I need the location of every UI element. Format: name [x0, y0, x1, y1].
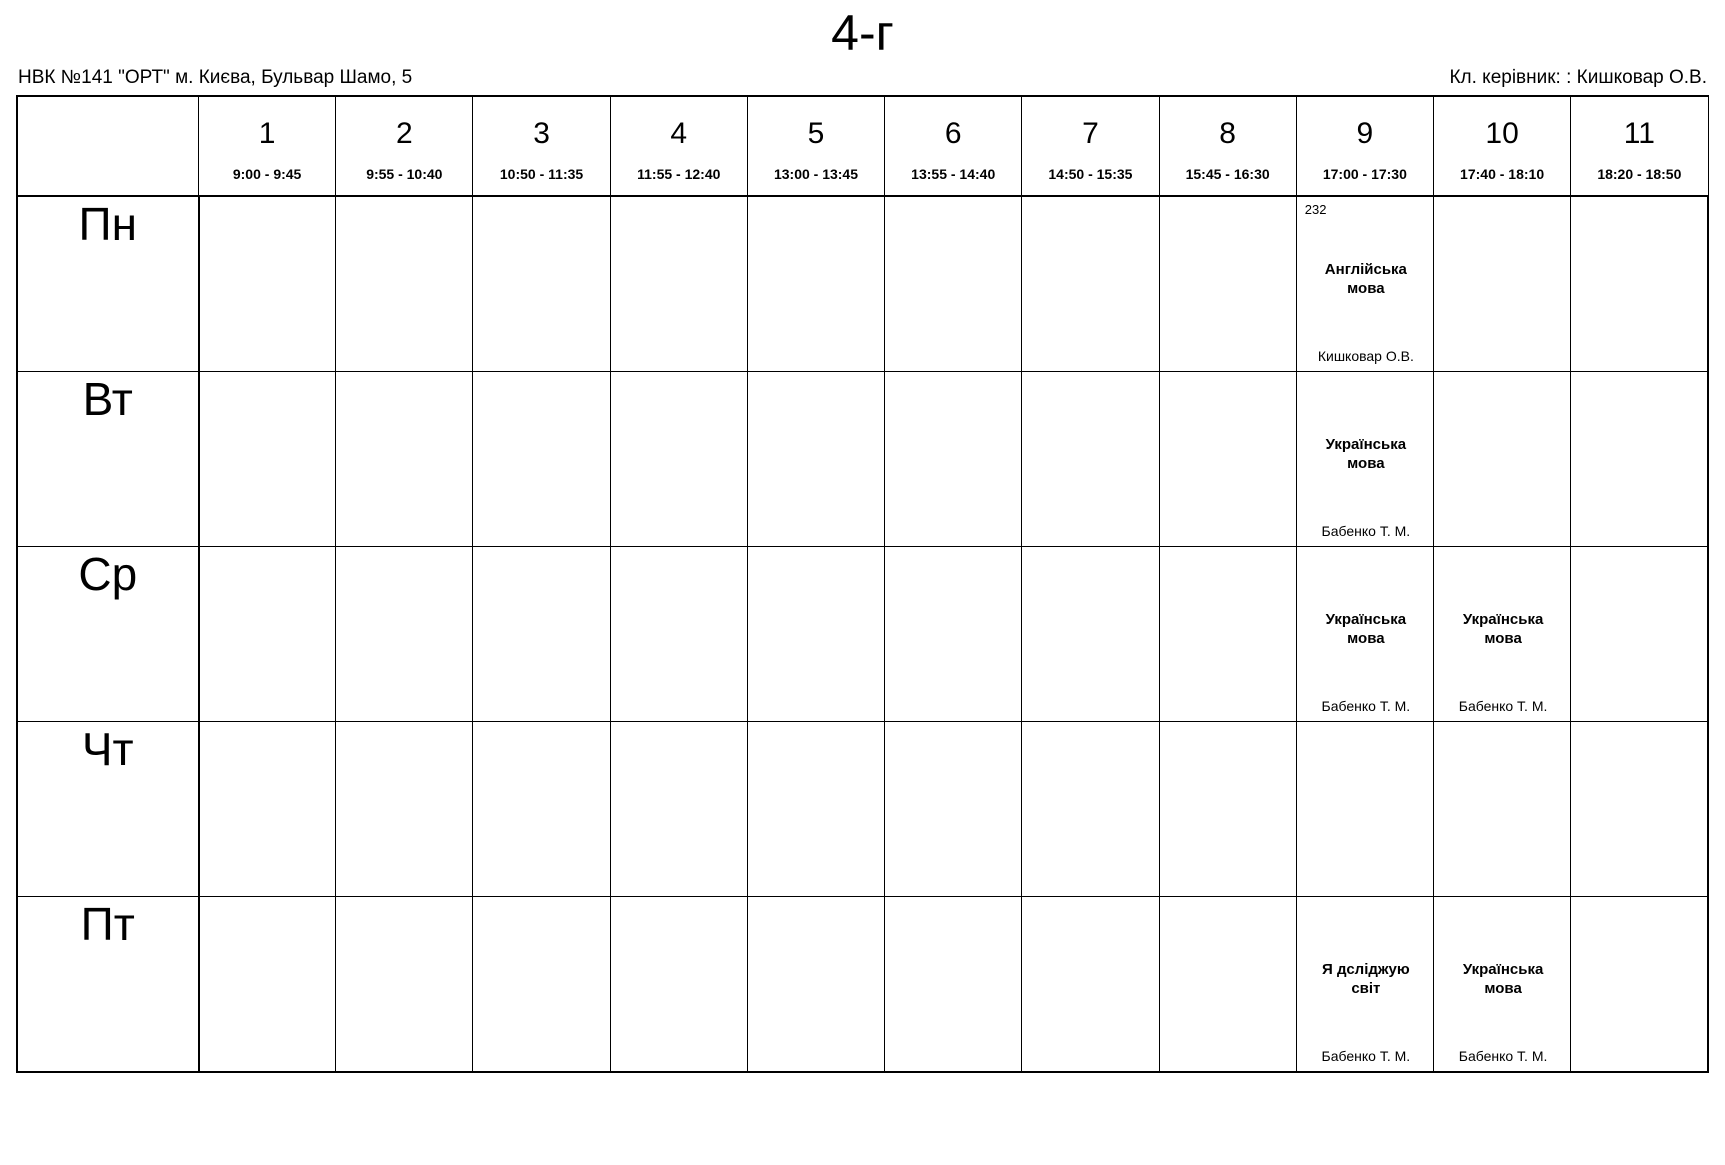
cell-fri-4[interactable] — [610, 897, 747, 1073]
lesson-number: 2 — [395, 117, 413, 150]
cell-tue-6[interactable] — [885, 372, 1022, 547]
cell-thu-2[interactable] — [336, 722, 473, 897]
cell-mon-11[interactable] — [1571, 196, 1708, 372]
cell-mon-4[interactable] — [610, 196, 747, 372]
lesson-time: 9:55 - 10:40 — [366, 166, 443, 182]
cell-fri-3[interactable] — [473, 897, 610, 1073]
day-label-mon: Пн — [17, 196, 199, 372]
cell-thu-11[interactable] — [1571, 722, 1708, 897]
day-label-wed: Ср — [17, 547, 199, 722]
class-teacher: Кл. керівник: : Кишковар О.В. — [1449, 67, 1707, 88]
table-row — [17, 196, 1708, 372]
cell-fri-1[interactable] — [199, 897, 336, 1073]
table-row — [17, 897, 1708, 1073]
lesson-time: 18:20 - 18:50 — [1597, 166, 1682, 182]
cell-mon-7[interactable] — [1022, 196, 1159, 372]
lesson-number: 8 — [1219, 117, 1236, 150]
cell-tue-2[interactable] — [336, 372, 473, 547]
teacher-name: Бабенко Т. М. — [1321, 1048, 1411, 1064]
cell-wed-9[interactable] — [1296, 547, 1433, 722]
cell-fri-8[interactable] — [1159, 897, 1296, 1073]
subject-name: Українська мова — [1462, 611, 1544, 647]
teacher-name: Бабенко Т. М. — [1321, 698, 1411, 714]
lesson-number: 1 — [258, 117, 276, 150]
day-label-thu: Чт — [17, 722, 199, 897]
cell-mon-2[interactable] — [336, 196, 473, 372]
page-title: 4-г — [831, 5, 894, 61]
cell-thu-5[interactable] — [747, 722, 884, 897]
cell-wed-1[interactable] — [199, 547, 336, 722]
lesson-number: 6 — [944, 117, 962, 150]
column-header-7 — [1022, 96, 1159, 196]
cell-thu-6[interactable] — [885, 722, 1022, 897]
cell-wed-11[interactable] — [1571, 547, 1708, 722]
lesson-number: 11 — [1623, 117, 1655, 150]
cell-tue-5[interactable] — [747, 372, 884, 547]
cell-thu-4[interactable] — [610, 722, 747, 897]
lesson-time: 17:40 - 18:10 — [1460, 166, 1545, 182]
column-header-11 — [1571, 96, 1708, 196]
cell-mon-6[interactable] — [885, 196, 1022, 372]
cell-mon-3[interactable] — [473, 196, 610, 372]
cell-wed-7[interactable] — [1022, 547, 1159, 722]
cell-tue-10[interactable] — [1433, 372, 1570, 547]
lesson-number: 10 — [1485, 117, 1519, 150]
column-header-2 — [336, 96, 473, 196]
lesson-number: 7 — [1082, 117, 1099, 150]
subject-name: Я дсліджую світ — [1322, 961, 1410, 997]
cell-wed-8[interactable] — [1159, 547, 1296, 722]
cell-tue-8[interactable] — [1159, 372, 1296, 547]
lesson-time: 15:45 - 16:30 — [1185, 166, 1270, 182]
cell-fri-10[interactable] — [1433, 897, 1570, 1073]
cell-fri-5[interactable] — [747, 897, 884, 1073]
day-label-fri: Пт — [17, 897, 199, 1073]
cell-wed-6[interactable] — [885, 547, 1022, 722]
cell-thu-1[interactable] — [199, 722, 336, 897]
teacher-name: Бабенко Т. М. — [1458, 1048, 1548, 1064]
column-header-3 — [473, 96, 610, 196]
room-number: 232 — [1304, 202, 1327, 217]
subject-name: Українська мова — [1325, 436, 1407, 472]
cell-wed-3[interactable] — [473, 547, 610, 722]
column-header-6 — [885, 96, 1022, 196]
cell-fri-2[interactable] — [336, 897, 473, 1073]
cell-tue-7[interactable] — [1022, 372, 1159, 547]
lesson-time: 11:55 - 12:40 — [637, 166, 721, 182]
cell-fri-11[interactable] — [1571, 897, 1708, 1073]
cell-mon-8[interactable] — [1159, 196, 1296, 372]
subject-name: Англійська мова — [1324, 261, 1407, 297]
column-header-1 — [199, 96, 336, 196]
cell-fri-6[interactable] — [885, 897, 1022, 1073]
header-row — [17, 96, 1708, 196]
teacher-name: Бабенко Т. М. — [1321, 523, 1411, 539]
lesson-time: 13:55 - 14:40 — [911, 166, 996, 182]
table-row — [17, 372, 1708, 547]
cell-thu-7[interactable] — [1022, 722, 1159, 897]
cell-tue-4[interactable] — [610, 372, 747, 547]
cell-mon-1[interactable] — [199, 196, 336, 372]
corner-cell — [17, 96, 199, 196]
cell-fri-7[interactable] — [1022, 897, 1159, 1073]
lesson-time: 14:50 - 15:35 — [1048, 166, 1133, 182]
lesson-time: 9:00 - 9:45 — [232, 166, 302, 182]
lesson-time: 17:00 - 17:30 — [1322, 166, 1407, 182]
lesson-number: 5 — [807, 117, 825, 150]
cell-mon-5[interactable] — [747, 196, 884, 372]
timetable-body — [17, 196, 1708, 1072]
lesson-number: 9 — [1356, 117, 1374, 150]
column-header-10 — [1433, 96, 1570, 196]
cell-thu-9[interactable] — [1296, 722, 1433, 897]
cell-tue-3[interactable] — [473, 372, 610, 547]
timetable-page — [0, 6, 1725, 1165]
cell-tue-11[interactable] — [1571, 372, 1708, 547]
school-name: НВК №141 "ОРТ" м. Києва, Бульвар Шамо, 5 — [18, 67, 413, 88]
cell-mon-9[interactable] — [1296, 196, 1433, 372]
cell-tue-9[interactable] — [1296, 372, 1433, 547]
lesson-number: 4 — [670, 117, 688, 150]
timetable-head — [17, 96, 1708, 196]
day-label-tue: Вт — [17, 372, 199, 547]
cell-wed-10[interactable] — [1433, 547, 1570, 722]
table-row — [17, 547, 1708, 722]
cell-wed-5[interactable] — [747, 547, 884, 722]
subject-name: Українська мова — [1325, 611, 1407, 647]
cell-thu-10[interactable] — [1433, 722, 1570, 897]
lesson-time: 10:50 - 11:35 — [499, 166, 584, 182]
cell-tue-1[interactable] — [199, 372, 336, 547]
column-header-5 — [747, 96, 884, 196]
column-header-4 — [610, 96, 747, 196]
column-header-9 — [1296, 96, 1433, 196]
lesson-number: 3 — [533, 117, 550, 150]
subheader — [16, 67, 1709, 89]
column-header-8 — [1159, 96, 1296, 196]
lesson-time: 13:00 - 13:45 — [773, 166, 859, 182]
cell-fri-9[interactable] — [1296, 897, 1433, 1073]
cell-wed-4[interactable] — [610, 547, 747, 722]
cell-mon-10[interactable] — [1433, 196, 1570, 372]
cell-thu-8[interactable] — [1159, 722, 1296, 897]
timetable — [16, 95, 1709, 1073]
teacher-name: Бабенко Т. М. — [1458, 698, 1548, 714]
cell-thu-3[interactable] — [473, 722, 610, 897]
subject-name: Українська мова — [1462, 961, 1544, 997]
table-row — [17, 722, 1708, 897]
cell-wed-2[interactable] — [336, 547, 473, 722]
teacher-name: Кишковар О.В. — [1317, 348, 1414, 364]
